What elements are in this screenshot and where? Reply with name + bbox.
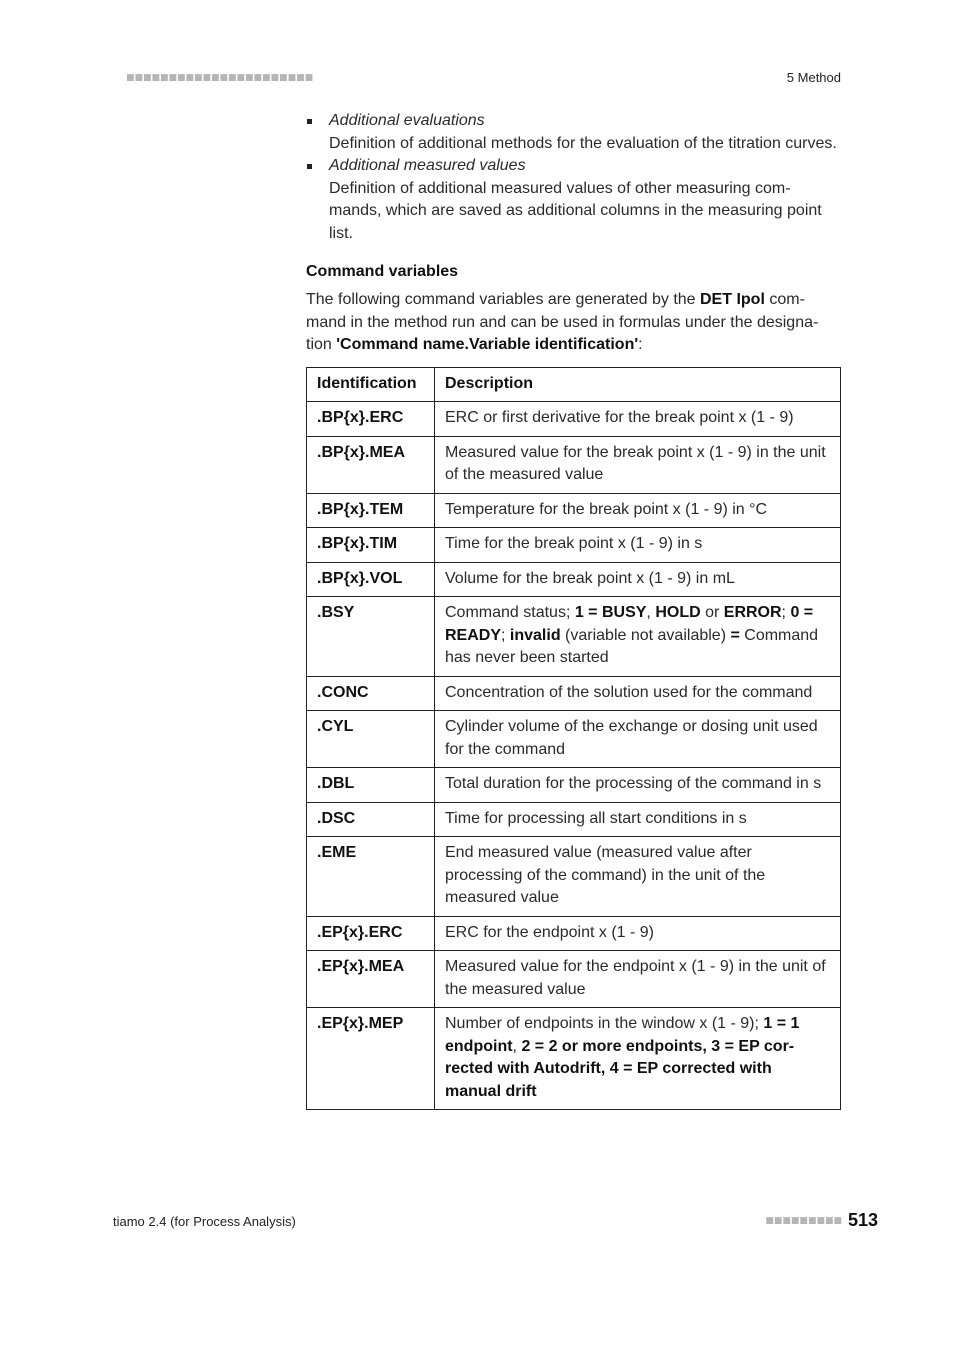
variable-id: .EP{x}.ERC bbox=[307, 916, 435, 951]
variable-desc: Time for processing all start conditions in s bbox=[435, 802, 841, 837]
header-decoration: ■■■■■■■■■■■■■■■■■■■■■■ bbox=[126, 73, 314, 83]
variable-desc: Time for the break point x (1 - 9) in s bbox=[435, 528, 841, 563]
variable-id: .BP{x}.TIM bbox=[307, 528, 435, 563]
section-heading: Command variables bbox=[306, 263, 459, 280]
variable-id: .EP{x}.MEA bbox=[307, 951, 435, 1008]
table-row bbox=[307, 597, 841, 677]
table-header-row bbox=[307, 367, 841, 402]
table-row bbox=[307, 916, 841, 951]
variable-desc: Volume for the break point x (1 - 9) in mL bbox=[435, 562, 841, 597]
intro-command: DET Ipol bbox=[700, 291, 765, 308]
desc-fragment: , bbox=[512, 1037, 522, 1055]
list-item bbox=[306, 110, 841, 155]
table-row bbox=[307, 676, 841, 711]
running-header: 5 Method bbox=[786, 70, 841, 85]
variable-id: .BSY bbox=[307, 597, 435, 677]
desc-fragment: (variable not available) bbox=[560, 626, 731, 644]
column-header: Identification bbox=[307, 367, 435, 402]
table-row bbox=[307, 402, 841, 437]
table-row bbox=[307, 1008, 841, 1110]
variables-table bbox=[306, 367, 841, 1111]
desc-fragment: , bbox=[646, 604, 656, 621]
footer-product: tiamo 2.4 (for Process Analysis) bbox=[113, 1214, 296, 1229]
desc-fragment: 1 = BUSY bbox=[574, 604, 647, 621]
table-row bbox=[307, 951, 841, 1008]
column-header: Description bbox=[435, 367, 841, 402]
variable-desc: ERC for the endpoint x (1 - 9) bbox=[435, 916, 841, 951]
table-row bbox=[307, 768, 841, 803]
variable-desc: Cylinder volume of the exchange or dosing unit used for the command bbox=[435, 711, 841, 768]
bullet-desc: Definition of additional measured values of other measuring com-mands, which are saved as additional columns in the measuring point list. bbox=[329, 179, 822, 242]
table-row bbox=[307, 528, 841, 563]
desc-fragment: 0 = READY bbox=[445, 604, 814, 644]
variable-id: .DBL bbox=[307, 768, 435, 803]
desc-fragment: or bbox=[700, 604, 724, 621]
bullet-title: Additional measured values bbox=[329, 157, 526, 174]
desc-fragment: Number of endpoints in the window x (1 - 9); bbox=[445, 1015, 764, 1032]
variable-id: .DSC bbox=[307, 802, 435, 837]
desc-fragment: HOLD bbox=[655, 604, 701, 621]
desc-fragment: Command status; bbox=[445, 604, 575, 621]
variable-desc: Total duration for the processing of the command in s bbox=[435, 768, 841, 803]
list-item bbox=[306, 155, 841, 245]
variable-desc: End measured value (measured value after processing of the command) in the unit of the measured value bbox=[435, 837, 841, 917]
variable-id: .EME bbox=[307, 837, 435, 917]
variable-id: .BP{x}.VOL bbox=[307, 562, 435, 597]
variable-id: .CYL bbox=[307, 711, 435, 768]
table-row bbox=[307, 436, 841, 493]
table-row bbox=[307, 802, 841, 837]
intro-text: The following command variables are generated by the bbox=[306, 291, 700, 308]
variable-id: .EP{x}.MEP bbox=[307, 1008, 435, 1110]
variable-id: .BP{x}.ERC bbox=[307, 402, 435, 437]
page-content bbox=[306, 110, 841, 1110]
desc-fragment: 2 = 2 or more endpoints, 3 = EP cor-rected with Autodrift, 4 = EP corrected with manual drift bbox=[445, 1037, 795, 1100]
variable-id: .BP{x}.MEA bbox=[307, 436, 435, 493]
desc-fragment: 1 = 1 endpoint bbox=[445, 1015, 800, 1055]
variable-desc: Temperature for the break point x (1 - 9) in °C bbox=[435, 493, 841, 528]
variable-desc: Measured value for the endpoint x (1 - 9) in the unit of the measured value bbox=[435, 951, 841, 1008]
bullet-desc: Definition of additional methods for the evaluation of the titration curves. bbox=[329, 134, 837, 152]
table-row bbox=[307, 493, 841, 528]
variable-desc: ERC or first derivative for the break point x (1 - 9) bbox=[435, 402, 841, 437]
intro-designation: 'Command name.Variable identification' bbox=[336, 336, 639, 353]
variable-id: .CONC bbox=[307, 676, 435, 711]
table-row bbox=[307, 837, 841, 917]
footer-right bbox=[765, 1210, 878, 1231]
bullet-title: Additional evaluations bbox=[329, 112, 485, 129]
page-number: 513 bbox=[847, 1210, 878, 1230]
variable-desc: Measured value for the break point x (1 - 9) in the unit of the measured value bbox=[435, 436, 841, 493]
variable-desc: Concentration of the solution used for the command bbox=[435, 676, 841, 711]
bullet-list bbox=[306, 110, 841, 245]
table-body bbox=[307, 402, 841, 1110]
desc-fragment: ERROR bbox=[723, 604, 782, 621]
variable-desc bbox=[435, 1008, 841, 1110]
desc-fragment: = bbox=[730, 626, 740, 644]
intro-text: com-mand in the method run and can be used in formulas under the designa-tion bbox=[306, 291, 819, 353]
intro-paragraph bbox=[306, 289, 841, 357]
intro-text: : bbox=[638, 336, 643, 353]
table-row bbox=[307, 562, 841, 597]
table-row bbox=[307, 711, 841, 768]
desc-fragment: ; bbox=[781, 604, 791, 621]
footer-decoration: ■■■■■■■■■ bbox=[765, 1215, 842, 1226]
desc-fragment: invalid bbox=[509, 626, 561, 644]
variable-desc bbox=[435, 597, 841, 677]
desc-fragment: Command has never been started bbox=[445, 626, 819, 666]
desc-fragment: ; bbox=[501, 626, 510, 644]
variable-id: .BP{x}.TEM bbox=[307, 493, 435, 528]
